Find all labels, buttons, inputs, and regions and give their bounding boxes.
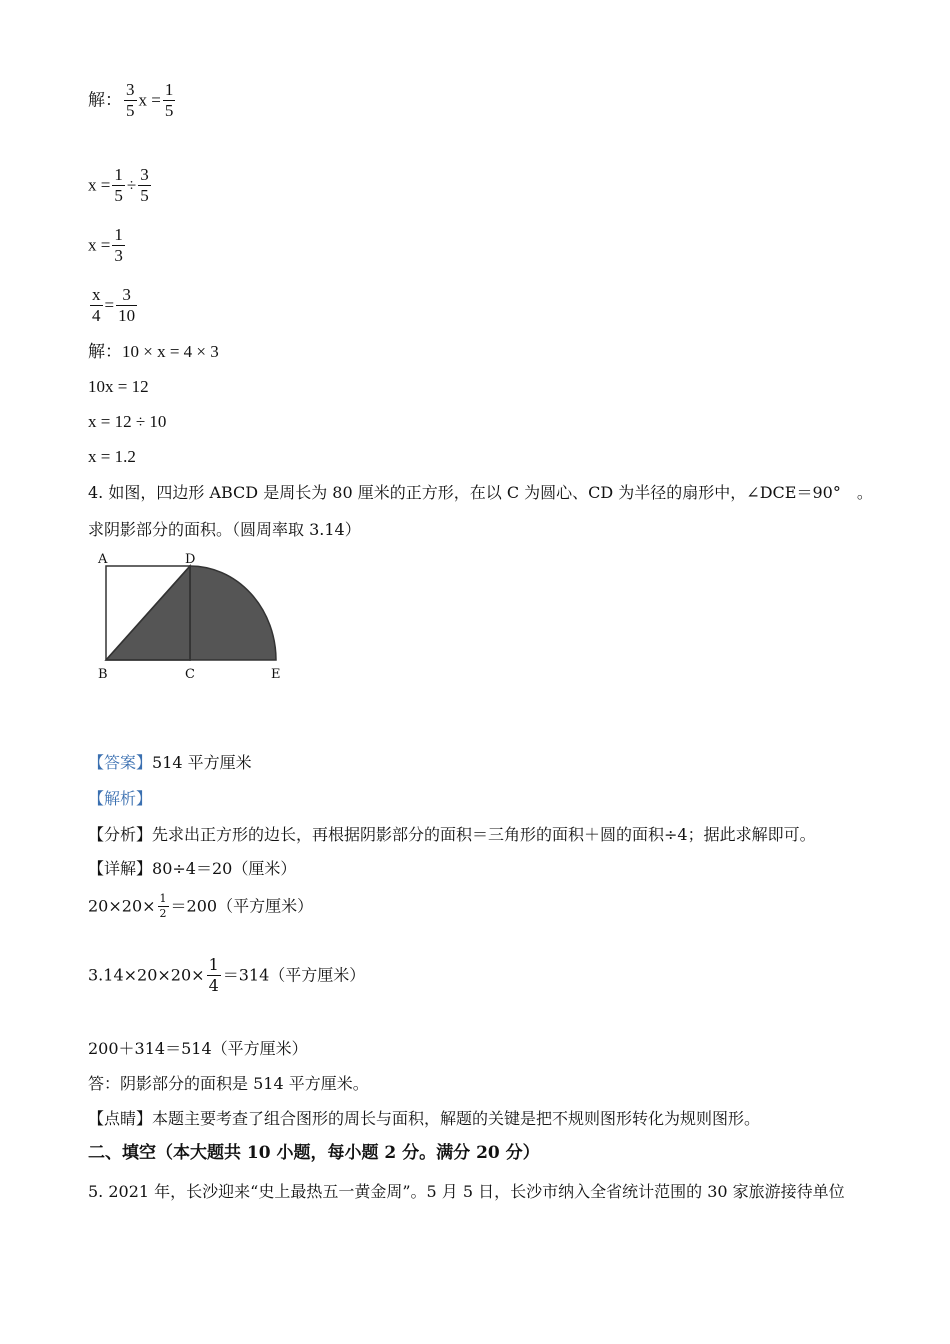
sector-shape [190,566,276,660]
label-a: A [98,552,108,567]
equation-6: 10x = 12 [88,377,149,396]
fraction: $\frac{1}{5}$ [114,165,123,205]
label-e: E [271,667,281,682]
detail-tag: 【详解】 [88,859,153,878]
fenxi-tag: 【分析】 [88,825,153,844]
analysis-line [88,788,152,810]
equation-8: x = 1.2 [88,447,136,466]
question-5-line: 5. 2021 年，长沙迎来“史上最热五一黄金周”。5 月 5 日，长沙市纳入全省统计范围的 30 家旅游接待单位 [88,1182,845,1201]
detail-text: 80÷4＝20（厘米） [152,859,297,878]
label-d: D [185,552,196,567]
dianjing-text: 本题主要考查了组合图形的周长与面积，解题的关键是把不规则图形转化为规则图形。 [152,1109,761,1128]
equation-1: 解： $\frac{3}{5}$ x = $\frac{1}{5}$ [88,80,174,120]
answer-tag: 【答案】 [88,753,153,772]
analysis-tag: 【解析】 [88,789,153,808]
detail-line [88,858,296,880]
fraction: $\frac{1}{5}$ [164,80,174,120]
fraction: $\frac{3}{10}$ [118,285,136,325]
dianjing-tag: 【点睛】 [88,1109,153,1128]
question-4-line1: 4. 如图，四边形 ABCD 是周长为 80 厘米的正方形，在以 C 为圆心、CD 为半径的扇形中，∠DCE＝90° 。 [88,483,873,502]
answer-text: 514 平方厘米 [152,753,252,772]
fenxi-text: 先求出正方形的边长，再根据阴影部分的面积＝三角形的面积＋圆的面积÷4；据此求解即可。 [152,825,816,844]
fraction: $\frac{1}{3}$ [114,225,123,265]
fraction: $\frac{x}{4}$ [92,285,101,325]
calc-line-1: 20×20× $\frac{1}{2}$ ＝200（平方厘米） [88,892,314,920]
label-c: C [185,667,195,682]
fraction: $\frac{1}{4}$ [208,955,219,995]
dianjing-line [88,1108,760,1130]
question-4-line2: 求阴影部分的面积。（圆周率取 3.14） [88,520,361,539]
calc-line-3: 200＋314＝514（平方厘米） [88,1039,308,1058]
equation-3: x = $\frac{1}{3}$ [88,225,123,265]
fraction: $\frac{3}{5}$ [140,165,149,205]
equation-7: x = 12 ÷ 10 [88,412,167,431]
answer-line [88,752,252,774]
equation-4: $\frac{x}{4}$ = $\frac{3}{10}$ [92,285,136,325]
fraction: $\frac{3}{5}$ [126,80,135,120]
fenxi-line [88,824,816,846]
jie-label: 解： [88,90,122,110]
equation-2: x = $\frac{1}{5}$ ÷ $\frac{3}{5}$ [88,165,149,205]
section-2-heading: 二、填空（本大题共 10 小题，每小题 2 分。满分 20 分） [88,1143,540,1163]
calc-line-2: 3.14×20×20× $\frac{1}{4}$ ＝314（平方厘米） [88,955,366,995]
equation-5: 解：10 × x = 4 × 3 [88,342,219,361]
reply-line: 答：阴影部分的面积是 514 平方厘米。 [88,1074,369,1093]
label-b: B [98,667,108,682]
fraction: $\frac{1}{2}$ [159,892,167,920]
square-sector-figure [90,552,300,687]
